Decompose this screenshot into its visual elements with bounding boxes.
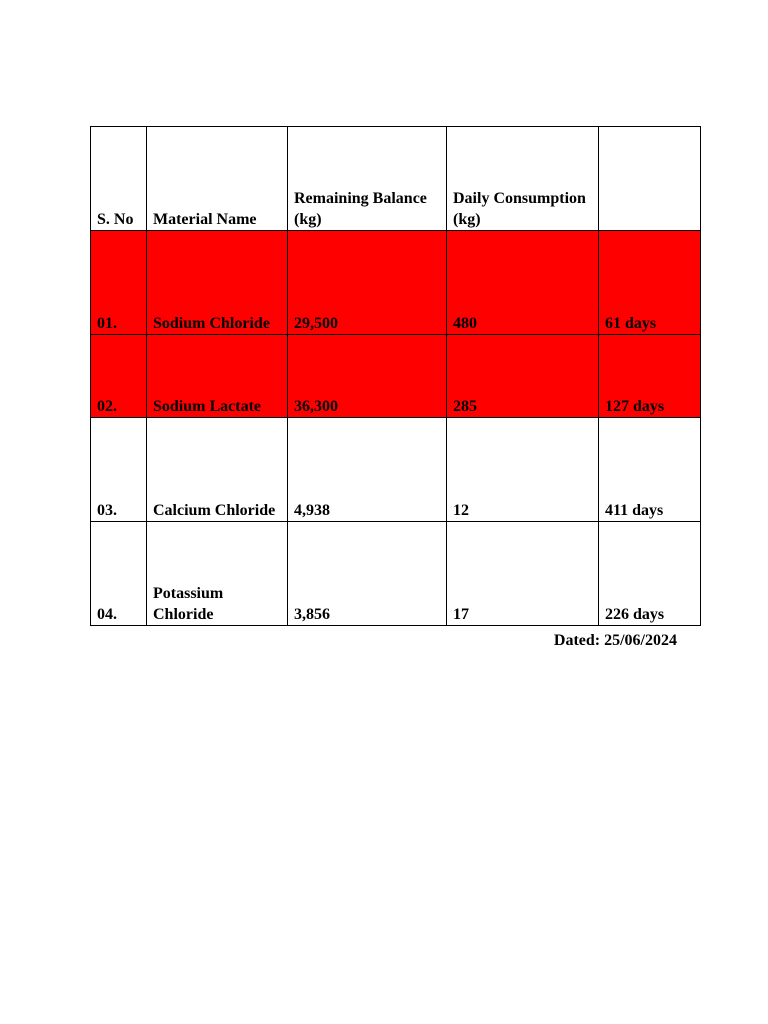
cell-remaining-balance: 3,856 xyxy=(288,522,447,626)
cell-daily-consumption: 285 xyxy=(447,335,599,418)
cell-daily-consumption: 480 xyxy=(447,231,599,335)
cell-remaining-balance: 4,938 xyxy=(288,418,447,522)
header-remaining-balance: Remaining Balance (kg) xyxy=(288,127,447,231)
cell-material-name: Potassium Chloride xyxy=(147,522,288,626)
cell-serial-number: 01. xyxy=(91,231,147,335)
header-material-name: Material Name xyxy=(147,127,288,231)
table-row xyxy=(91,231,701,335)
dated-label: Dated: 25/06/2024 xyxy=(553,632,677,649)
cell-remaining-balance: 36,300 xyxy=(288,335,447,418)
header-daily-consumption: Daily Consumption (kg) xyxy=(447,127,599,231)
header-serial-number: S. No xyxy=(91,127,147,231)
cell-serial-number: 02. xyxy=(91,335,147,418)
table-row xyxy=(91,335,701,418)
cell-days-remaining: 411 days xyxy=(599,418,701,522)
cell-daily-consumption: 17 xyxy=(447,522,599,626)
cell-remaining-balance: 29,500 xyxy=(288,231,447,335)
cell-material-name: Sodium Chloride xyxy=(147,231,288,335)
inventory-table xyxy=(90,126,701,626)
cell-material-name: Sodium Lactate xyxy=(147,335,288,418)
cell-serial-number: 03. xyxy=(91,418,147,522)
cell-daily-consumption: 12 xyxy=(447,418,599,522)
table-row xyxy=(91,418,701,522)
cell-material-name: Calcium Chloride xyxy=(147,418,288,522)
cell-days-remaining: 127 days xyxy=(599,335,701,418)
table-row xyxy=(91,522,701,626)
header-days-remaining xyxy=(599,127,701,231)
cell-days-remaining: 61 days xyxy=(599,231,701,335)
cell-serial-number: 04. xyxy=(91,522,147,626)
table-header-row xyxy=(91,127,701,231)
cell-days-remaining: 226 days xyxy=(599,522,701,626)
inventory-table-container xyxy=(90,126,700,626)
